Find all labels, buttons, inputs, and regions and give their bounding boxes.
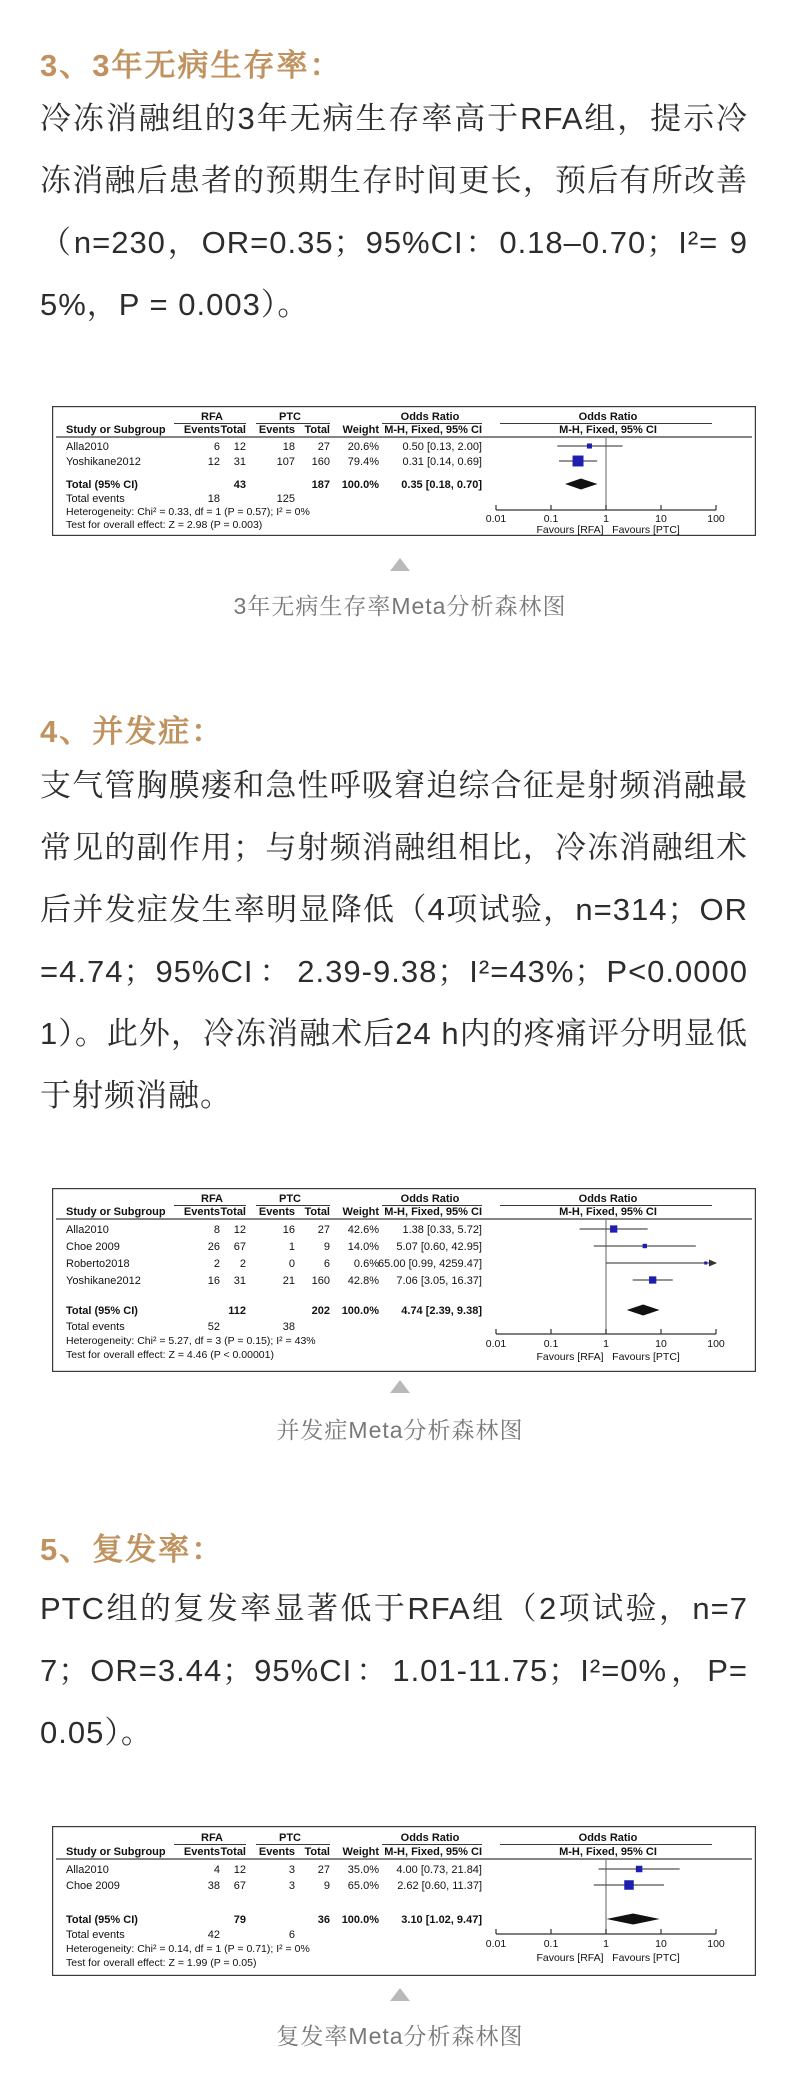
fp-study-t2: 27 — [317, 1224, 330, 1236]
fp-col-events2: Events — [258, 1206, 295, 1218]
forest-plot-complications — [52, 1188, 756, 1372]
fp-effect-header-graph: Odds Ratio — [578, 1832, 638, 1844]
fp-study-ci-label: 5.07 [0.60, 42.95] — [396, 1241, 482, 1253]
fp-study-name: Roberto2018 — [66, 1258, 130, 1270]
fp-heterogeneity: Heterogeneity: Chi² = 0.14, df = 1 (P = 0.71); I² = 0% — [66, 1943, 310, 1955]
fp-col-study: Study or Subgroup — [66, 424, 166, 436]
triangle-up-icon — [0, 1380, 800, 1393]
fp-study-t1: 12 — [233, 1224, 246, 1236]
fp-study-e2: 21 — [282, 1275, 295, 1287]
triangle-shape — [390, 1380, 410, 1393]
fp-col-ci-graph: M-H, Fixed, 95% CI — [559, 1206, 657, 1218]
fp-events-label: Total events — [66, 493, 125, 505]
fp-col-total2: Total — [304, 1846, 330, 1858]
fp-events-label: Total events — [66, 1321, 125, 1333]
fp-study-e1: 8 — [213, 1224, 220, 1236]
section-heading-dfs: 3、3年无病生存率： — [40, 48, 343, 83]
fp-total-t2: 187 — [311, 479, 330, 491]
fp-total-weight: 100.0% — [341, 1305, 379, 1317]
fp-events-label: Total events — [66, 1929, 125, 1941]
section-body-complications: 支气管胸膜瘘和急性呼吸窘迫综合征是射频消融最常见的副作用；与射频消融组相比，冷冻消融组术后并发症发生率明显降低（4项试验，n=314；OR=4.74；95%CI：2.39-9.38；I²=43%；P<0.00001）。此外，冷冻消融术后24 h内的疼痛评分明显低于射频消融。 — [40, 768, 748, 1113]
fp-effect-header-graph: Odds Ratio — [578, 411, 638, 423]
fp-axis-tick-label: 1 — [603, 1338, 609, 1350]
fp-axis-tick-label: 0.1 — [543, 1938, 559, 1950]
fp-study-name: Choe 2009 — [66, 1241, 120, 1253]
fp-study-weight: 42.6% — [347, 1224, 379, 1236]
fp-axis-tick-label: 0.1 — [543, 513, 559, 525]
fp-study-name: Alla2010 — [66, 1224, 109, 1236]
fp-favours-right: Favours [PTC] — [612, 524, 680, 536]
fp-col-study: Study or Subgroup — [66, 1846, 166, 1858]
fp-axis-tick-label: 100 — [707, 513, 725, 525]
fp-study-weight: 65.0% — [347, 1880, 379, 1892]
fp-total-name: Total (95% CI) — [66, 1914, 138, 1926]
section-body-dfs: 冷冻消融组的3年无病生存率高于RFA组，提示冷冻消融后患者的预期生存时间更长，预后有所改善（n=230，OR=0.35；95%CI：0.18–0.70；I²= 95%，P = 0.003）。 — [40, 101, 748, 322]
fp-study-t1: 67 — [233, 1241, 246, 1253]
fp-study-e1: 26 — [207, 1241, 220, 1253]
fp-axis-tick-label: 100 — [707, 1338, 725, 1350]
fp-study-e1: 6 — [213, 441, 220, 453]
forest-plot-svg — [52, 1826, 756, 1976]
fp-events-e1: 52 — [207, 1321, 220, 1333]
forest-plot-dfs — [52, 406, 756, 536]
triangle-up-icon — [0, 1988, 800, 2001]
fp-study-t2: 9 — [323, 1241, 330, 1253]
fp-study-ci-label: 1.38 [0.33, 5.72] — [402, 1224, 482, 1236]
fp-point-square — [624, 1880, 634, 1890]
fp-point-square — [573, 456, 584, 467]
fp-total-diamond — [565, 479, 597, 490]
fp-axis-tick-label: 1 — [603, 513, 609, 525]
fp-study-t1: 31 — [233, 456, 246, 468]
fp-study-e2: 18 — [282, 441, 295, 453]
fp-total-weight: 100.0% — [341, 1914, 379, 1926]
fp-col-events1: Events — [183, 424, 220, 436]
fp-study-ci-label: 0.31 [0.14, 0.69] — [402, 456, 482, 468]
fp-col-total1: Total — [220, 1206, 246, 1218]
fp-point-square — [704, 1261, 707, 1264]
fp-events-e1: 42 — [207, 1929, 220, 1941]
fp-heterogeneity: Heterogeneity: Chi² = 5.27, df = 3 (P = 0.15); I² = 43% — [66, 1335, 316, 1347]
fp-col-events2: Events — [258, 1846, 295, 1858]
fp-study-e2: 16 — [282, 1224, 295, 1236]
fp-group1-header: RFA — [201, 411, 223, 423]
plot-caption-complications: 并发症Meta分析森林图 — [276, 1417, 524, 1443]
fp-study-t1: 12 — [233, 441, 246, 453]
fp-ci-arrow — [709, 1260, 717, 1267]
fp-study-ci-label: 65.00 [0.99, 4259.47] — [378, 1258, 482, 1270]
fp-col-total2: Total — [304, 424, 330, 436]
fp-study-weight: 0.6% — [353, 1258, 379, 1270]
fp-col-study: Study or Subgroup — [66, 1206, 166, 1218]
section-body-recurrence: PTC组的复发率显著低于RFA组（2项试验，n=77；OR=3.44；95%CI：1.01-11.75；I²=0%，P=0.05）。 — [40, 1591, 748, 1750]
fp-total-ci-label: 0.35 [0.18, 0.70] — [401, 479, 482, 491]
fp-study-e2: 3 — [288, 1880, 295, 1892]
forest-plot-svg — [52, 406, 756, 536]
fp-study-weight: 42.8% — [347, 1275, 379, 1287]
triangle-shape — [390, 1988, 410, 2001]
fp-study-t2: 160 — [311, 1275, 330, 1287]
fp-col-events1: Events — [183, 1846, 220, 1858]
fp-events-e1: 18 — [207, 493, 220, 505]
fp-study-e2: 1 — [288, 1241, 295, 1253]
fp-total-weight: 100.0% — [341, 479, 379, 491]
fp-total-ci-label: 4.74 [2.39, 9.38] — [401, 1305, 482, 1317]
fp-favours-right: Favours [PTC] — [612, 1952, 680, 1964]
fp-point-square — [649, 1276, 656, 1283]
fp-total-t1: 79 — [233, 1914, 246, 1926]
fp-group1-header: RFA — [201, 1193, 223, 1205]
fp-study-weight: 20.6% — [347, 441, 379, 453]
fp-study-name: Yoshikane2012 — [66, 456, 141, 468]
fp-point-square — [587, 443, 592, 448]
fp-effect-header: Odds Ratio — [400, 1832, 460, 1844]
fp-study-e1: 12 — [207, 456, 220, 468]
fp-col-ci: M-H, Fixed, 95% CI — [384, 1206, 482, 1218]
fp-total-ci-label: 3.10 [1.02, 9.47] — [401, 1914, 482, 1926]
fp-effect-header: Odds Ratio — [400, 411, 460, 423]
fp-total-t2: 202 — [311, 1305, 330, 1317]
fp-col-events2: Events — [258, 424, 295, 436]
fp-col-ci-graph: M-H, Fixed, 95% CI — [559, 424, 657, 436]
fp-effect-header: Odds Ratio — [400, 1193, 460, 1205]
fp-total-t1: 112 — [228, 1305, 246, 1317]
fp-study-weight: 35.0% — [347, 1864, 379, 1876]
fp-col-ci-graph: M-H, Fixed, 95% CI — [559, 1846, 657, 1858]
fp-study-e2: 107 — [276, 456, 295, 468]
fp-study-t1: 12 — [233, 1864, 246, 1876]
fp-events-e2: 125 — [276, 493, 295, 505]
fp-col-weight: Weight — [342, 1846, 379, 1858]
fp-group2-header: PTC — [279, 411, 301, 423]
triangle-up-icon — [0, 558, 800, 571]
fp-study-ci-label: 0.50 [0.13, 2.00] — [402, 441, 482, 453]
fp-axis-tick-label: 0.01 — [485, 513, 507, 525]
fp-favours-left: Favours [RFA] — [536, 1952, 604, 1964]
triangle-shape — [390, 558, 410, 571]
fp-total-t2: 36 — [317, 1914, 330, 1926]
fp-col-weight: Weight — [342, 1206, 379, 1218]
fp-study-t1: 2 — [239, 1258, 246, 1270]
fp-overall-effect: Test for overall effect: Z = 1.99 (P = 0.05) — [66, 1957, 257, 1969]
fp-favours-left: Favours [RFA] — [536, 1351, 604, 1363]
fp-axis-tick-label: 10 — [655, 513, 667, 525]
fp-study-name: Yoshikane2012 — [66, 1275, 141, 1287]
fp-events-e2: 6 — [288, 1929, 295, 1941]
fp-study-e1: 4 — [213, 1864, 220, 1876]
fp-axis-tick-label: 0.01 — [485, 1338, 507, 1350]
fp-group2-header: PTC — [279, 1193, 301, 1205]
fp-study-name: Alla2010 — [66, 441, 109, 453]
fp-study-ci-label: 7.06 [3.05, 16.37] — [396, 1275, 482, 1287]
fp-col-weight: Weight — [342, 424, 379, 436]
fp-study-ci-label: 4.00 [0.73, 21.84] — [396, 1864, 482, 1876]
fp-study-t2: 6 — [323, 1258, 330, 1270]
fp-axis-tick-label: 0.1 — [543, 1338, 559, 1350]
fp-total-name: Total (95% CI) — [66, 1305, 138, 1317]
fp-study-t1: 31 — [233, 1275, 246, 1287]
fp-point-square — [643, 1244, 647, 1248]
fp-axis-tick-label: 10 — [655, 1938, 667, 1950]
fp-col-ci: M-H, Fixed, 95% CI — [384, 424, 482, 436]
forest-plot-svg — [52, 1188, 756, 1372]
fp-study-e1: 2 — [213, 1258, 220, 1270]
fp-study-weight: 14.0% — [347, 1241, 379, 1253]
fp-study-t2: 27 — [317, 441, 330, 453]
fp-study-t2: 27 — [317, 1864, 330, 1876]
fp-study-e1: 38 — [207, 1880, 220, 1892]
fp-study-weight: 79.4% — [347, 456, 379, 468]
fp-favours-right: Favours [PTC] — [612, 1351, 680, 1363]
fp-study-name: Alla2010 — [66, 1864, 109, 1876]
plot-caption-dfs: 3年无病生存率Meta分析森林图 — [233, 593, 567, 619]
fp-overall-effect: Test for overall effect: Z = 4.46 (P < 0.00001) — [66, 1349, 274, 1361]
fp-total-t1: 43 — [233, 479, 246, 491]
fp-axis-tick-label: 10 — [655, 1338, 667, 1350]
plot-caption-recurrence: 复发率Meta分析森林图 — [276, 2023, 524, 2049]
fp-favours-left: Favours [RFA] — [536, 524, 604, 536]
fp-effect-header-graph: Odds Ratio — [578, 1193, 638, 1205]
fp-axis-tick-label: 0.01 — [485, 1938, 507, 1950]
fp-study-t2: 160 — [311, 456, 330, 468]
section-heading-recurrence: 5、复发率： — [40, 1532, 225, 1567]
fp-col-total1: Total — [220, 424, 246, 436]
fp-overall-effect: Test for overall effect: Z = 2.98 (P = 0.003) — [66, 519, 263, 531]
fp-events-e2: 38 — [282, 1321, 295, 1333]
fp-axis-tick-label: 100 — [707, 1938, 725, 1950]
fp-study-ci-label: 2.62 [0.60, 11.37] — [397, 1880, 482, 1892]
fp-point-square — [636, 1866, 643, 1873]
fp-axis-tick-label: 1 — [603, 1938, 609, 1950]
fp-col-events1: Events — [183, 1206, 220, 1218]
fp-study-name: Choe 2009 — [66, 1880, 120, 1892]
fp-study-t2: 9 — [323, 1880, 330, 1892]
fp-col-ci: M-H, Fixed, 95% CI — [384, 1846, 482, 1858]
fp-study-e2: 0 — [288, 1258, 295, 1270]
fp-total-diamond — [627, 1305, 660, 1316]
fp-group2-header: PTC — [279, 1832, 301, 1844]
fp-study-t1: 67 — [233, 1880, 246, 1892]
fp-group1-header: RFA — [201, 1832, 223, 1844]
fp-study-e2: 3 — [288, 1864, 295, 1876]
forest-plot-recurrence — [52, 1826, 756, 1976]
section-heading-complications: 4、并发症： — [40, 714, 225, 749]
fp-study-e1: 16 — [207, 1275, 220, 1287]
fp-heterogeneity: Heterogeneity: Chi² = 0.33, df = 1 (P = 0.57); I² = 0% — [66, 506, 310, 518]
fp-col-total2: Total — [304, 1206, 330, 1218]
fp-total-diamond — [606, 1914, 659, 1925]
fp-total-name: Total (95% CI) — [66, 479, 138, 491]
fp-col-total1: Total — [220, 1846, 246, 1858]
fp-point-square — [610, 1225, 617, 1232]
